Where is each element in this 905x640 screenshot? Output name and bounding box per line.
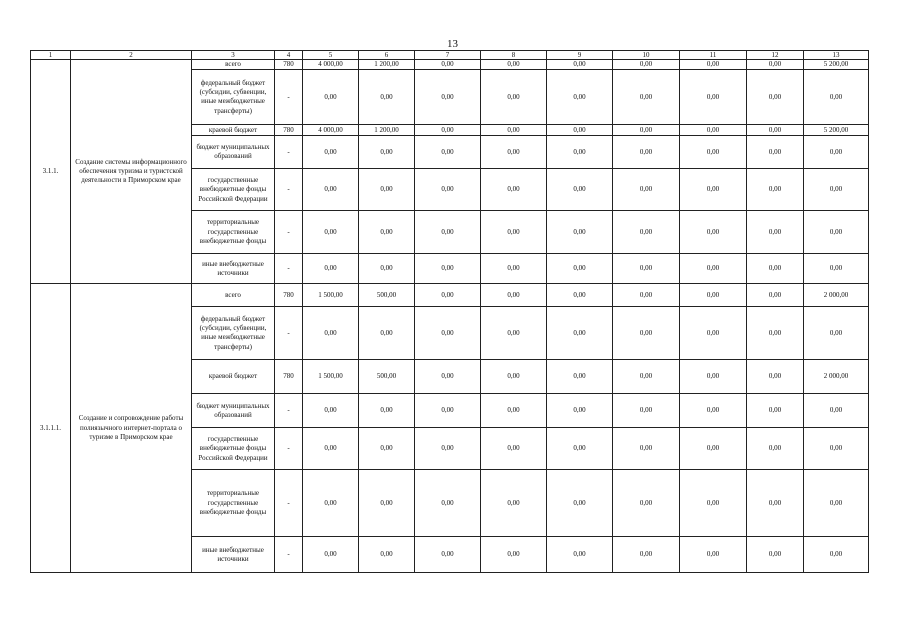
amount-cell: 1 200,00	[359, 60, 415, 70]
activity-code: 3.1.1.1.	[31, 284, 71, 573]
amount-cell: 0,00	[680, 125, 747, 136]
amount-cell: 0,00	[747, 125, 804, 136]
amount-cell: 0,00	[415, 428, 481, 470]
funding-source: иные внебюджетные источники	[192, 537, 275, 573]
column-number: 2	[71, 51, 192, 60]
amount-cell: 0,00	[804, 136, 869, 169]
column-number: 9	[547, 51, 613, 60]
amount-cell: 0,00	[747, 60, 804, 70]
amount-cell: 0,00	[481, 136, 547, 169]
amount-cell: 2 000,00	[804, 284, 869, 307]
code-cell: -	[275, 470, 303, 537]
amount-cell: 1 500,00	[303, 360, 359, 394]
code-cell: -	[275, 428, 303, 470]
code-cell: 780	[275, 284, 303, 307]
amount-cell: 0,00	[680, 307, 747, 360]
amount-cell: 5 200,00	[804, 60, 869, 70]
amount-cell: 0,00	[613, 394, 680, 428]
amount-cell: 0,00	[613, 70, 680, 125]
funding-source: всего	[192, 284, 275, 307]
amount-cell: 0,00	[303, 394, 359, 428]
amount-cell: 0,00	[613, 136, 680, 169]
amount-cell: 0,00	[747, 169, 804, 211]
amount-cell: 0,00	[747, 394, 804, 428]
column-number: 3	[192, 51, 275, 60]
amount-cell: 0,00	[547, 60, 613, 70]
amount-cell: 0,00	[680, 60, 747, 70]
amount-cell: 0,00	[415, 70, 481, 125]
amount-cell: 0,00	[613, 211, 680, 254]
funding-source: краевой бюджет	[192, 360, 275, 394]
amount-cell: 0,00	[680, 428, 747, 470]
amount-cell: 0,00	[680, 537, 747, 573]
amount-cell: 0,00	[481, 125, 547, 136]
amount-cell: 0,00	[613, 254, 680, 284]
funding-source: федеральный бюджет (субсидии, субвенции, иные межбюджетные трансферты)	[192, 307, 275, 360]
amount-cell: 0,00	[804, 169, 869, 211]
amount-cell: 0,00	[680, 136, 747, 169]
amount-cell: 0,00	[415, 254, 481, 284]
amount-cell: 0,00	[680, 169, 747, 211]
activity-name: Создание и сопровождение работы полиязычного интернет-портала о туризме в Приморском крае	[71, 284, 192, 573]
amount-cell: 0,00	[547, 307, 613, 360]
amount-cell: 0,00	[747, 307, 804, 360]
amount-cell: 0,00	[747, 211, 804, 254]
amount-cell: 0,00	[303, 428, 359, 470]
amount-cell: 0,00	[547, 125, 613, 136]
amount-cell: 0,00	[680, 211, 747, 254]
amount-cell: 0,00	[747, 136, 804, 169]
amount-cell: 0,00	[680, 360, 747, 394]
amount-cell: 0,00	[415, 394, 481, 428]
amount-cell: 4 000,00	[303, 125, 359, 136]
column-number: 5	[303, 51, 359, 60]
amount-cell: 0,00	[481, 254, 547, 284]
funding-source: бюджет муниципальных образований	[192, 394, 275, 428]
amount-cell: 0,00	[481, 470, 547, 537]
amount-cell: 0,00	[415, 125, 481, 136]
amount-cell: 0,00	[680, 394, 747, 428]
amount-cell: 0,00	[415, 307, 481, 360]
funding-source: иные внебюджетные источники	[192, 254, 275, 284]
code-cell: -	[275, 136, 303, 169]
amount-cell: 500,00	[359, 284, 415, 307]
amount-cell: 0,00	[415, 284, 481, 307]
amount-cell: 0,00	[613, 537, 680, 573]
amount-cell: 0,00	[547, 169, 613, 211]
amount-cell: 0,00	[804, 70, 869, 125]
code-cell: -	[275, 307, 303, 360]
amount-cell: 0,00	[747, 470, 804, 537]
funding-source: федеральный бюджет (субсидии, субвенции, иные межбюджетные трансферты)	[192, 70, 275, 125]
amount-cell: 0,00	[359, 307, 415, 360]
code-cell: -	[275, 211, 303, 254]
code-cell: 780	[275, 125, 303, 136]
activity-name: Создание системы информационного обеспечения туризма и туристской деятельности в Приморском крае	[71, 60, 192, 284]
amount-cell: 0,00	[303, 136, 359, 169]
column-number: 11	[680, 51, 747, 60]
amount-cell: 0,00	[415, 470, 481, 537]
column-number: 6	[359, 51, 415, 60]
code-cell: -	[275, 394, 303, 428]
amount-cell: 0,00	[547, 254, 613, 284]
amount-cell: 0,00	[613, 284, 680, 307]
funding-source: государственные внебюджетные фонды Российской Федерации	[192, 169, 275, 211]
amount-cell: 0,00	[359, 136, 415, 169]
amount-cell: 0,00	[481, 211, 547, 254]
budget-table	[30, 50, 869, 573]
code-cell: 780	[275, 360, 303, 394]
funding-source: территориальные государственные внебюджетные фонды	[192, 211, 275, 254]
amount-cell: 0,00	[804, 254, 869, 284]
amount-cell: 0,00	[613, 125, 680, 136]
amount-cell: 0,00	[481, 537, 547, 573]
amount-cell: 0,00	[613, 470, 680, 537]
amount-cell: 0,00	[804, 307, 869, 360]
amount-cell: 0,00	[359, 169, 415, 211]
amount-cell: 0,00	[415, 60, 481, 70]
amount-cell: 500,00	[359, 360, 415, 394]
amount-cell: 0,00	[747, 360, 804, 394]
column-number: 8	[481, 51, 547, 60]
amount-cell: 0,00	[303, 254, 359, 284]
amount-cell: 0,00	[804, 470, 869, 537]
amount-cell: 0,00	[547, 211, 613, 254]
amount-cell: 1 200,00	[359, 125, 415, 136]
amount-cell: 0,00	[613, 360, 680, 394]
activity-code: 3.1.1.	[31, 60, 71, 284]
amount-cell: 0,00	[804, 537, 869, 573]
amount-cell: 0,00	[747, 70, 804, 125]
amount-cell: 0,00	[415, 360, 481, 394]
amount-cell: 0,00	[359, 211, 415, 254]
table-row	[31, 60, 869, 70]
column-number: 10	[613, 51, 680, 60]
amount-cell: 0,00	[747, 428, 804, 470]
amount-cell: 0,00	[747, 284, 804, 307]
amount-cell: 0,00	[359, 70, 415, 125]
amount-cell: 0,00	[303, 70, 359, 125]
column-number: 12	[747, 51, 804, 60]
amount-cell: 0,00	[303, 307, 359, 360]
funding-source: бюджет муниципальных образований	[192, 136, 275, 169]
amount-cell: 0,00	[481, 169, 547, 211]
funding-source: государственные внебюджетные фонды Российской Федерации	[192, 428, 275, 470]
amount-cell: 0,00	[359, 428, 415, 470]
amount-cell: 0,00	[481, 428, 547, 470]
amount-cell: 0,00	[359, 537, 415, 573]
column-number: 13	[804, 51, 869, 60]
amount-cell: 0,00	[303, 211, 359, 254]
code-cell: -	[275, 70, 303, 125]
amount-cell: 0,00	[680, 470, 747, 537]
amount-cell: 0,00	[613, 60, 680, 70]
amount-cell: 0,00	[481, 307, 547, 360]
amount-cell: 5 200,00	[804, 125, 869, 136]
amount-cell: 0,00	[547, 537, 613, 573]
amount-cell: 0,00	[547, 284, 613, 307]
amount-cell: 0,00	[359, 254, 415, 284]
amount-cell: 1 500,00	[303, 284, 359, 307]
amount-cell: 0,00	[804, 211, 869, 254]
code-cell: -	[275, 537, 303, 573]
amount-cell: 0,00	[415, 136, 481, 169]
amount-cell: 4 000,00	[303, 60, 359, 70]
amount-cell: 0,00	[359, 394, 415, 428]
amount-cell: 0,00	[303, 169, 359, 211]
amount-cell: 2 000,00	[804, 360, 869, 394]
amount-cell: 0,00	[613, 169, 680, 211]
amount-cell: 0,00	[359, 470, 415, 537]
amount-cell: 0,00	[547, 360, 613, 394]
header-row	[31, 51, 869, 60]
amount-cell: 0,00	[415, 211, 481, 254]
amount-cell: 0,00	[481, 60, 547, 70]
amount-cell: 0,00	[547, 70, 613, 125]
column-number: 4	[275, 51, 303, 60]
amount-cell: 0,00	[804, 394, 869, 428]
amount-cell: 0,00	[481, 284, 547, 307]
amount-cell: 0,00	[747, 254, 804, 284]
amount-cell: 0,00	[481, 394, 547, 428]
code-cell: -	[275, 254, 303, 284]
funding-source: всего	[192, 60, 275, 70]
amount-cell: 0,00	[547, 136, 613, 169]
amount-cell: 0,00	[303, 537, 359, 573]
amount-cell: 0,00	[680, 284, 747, 307]
amount-cell: 0,00	[481, 360, 547, 394]
amount-cell: 0,00	[547, 394, 613, 428]
amount-cell: 0,00	[747, 537, 804, 573]
code-cell: -	[275, 169, 303, 211]
table-row	[31, 284, 869, 307]
amount-cell: 0,00	[547, 470, 613, 537]
amount-cell: 0,00	[547, 428, 613, 470]
code-cell: 780	[275, 60, 303, 70]
column-number: 1	[31, 51, 71, 60]
amount-cell: 0,00	[680, 70, 747, 125]
amount-cell: 0,00	[804, 428, 869, 470]
amount-cell: 0,00	[303, 470, 359, 537]
page-number: 13	[447, 38, 458, 50]
amount-cell: 0,00	[613, 428, 680, 470]
amount-cell: 0,00	[415, 537, 481, 573]
column-number: 7	[415, 51, 481, 60]
funding-source: краевой бюджет	[192, 125, 275, 136]
amount-cell: 0,00	[481, 70, 547, 125]
amount-cell: 0,00	[680, 254, 747, 284]
amount-cell: 0,00	[415, 169, 481, 211]
amount-cell: 0,00	[613, 307, 680, 360]
funding-source: территориальные государственные внебюджетные фонды	[192, 470, 275, 537]
